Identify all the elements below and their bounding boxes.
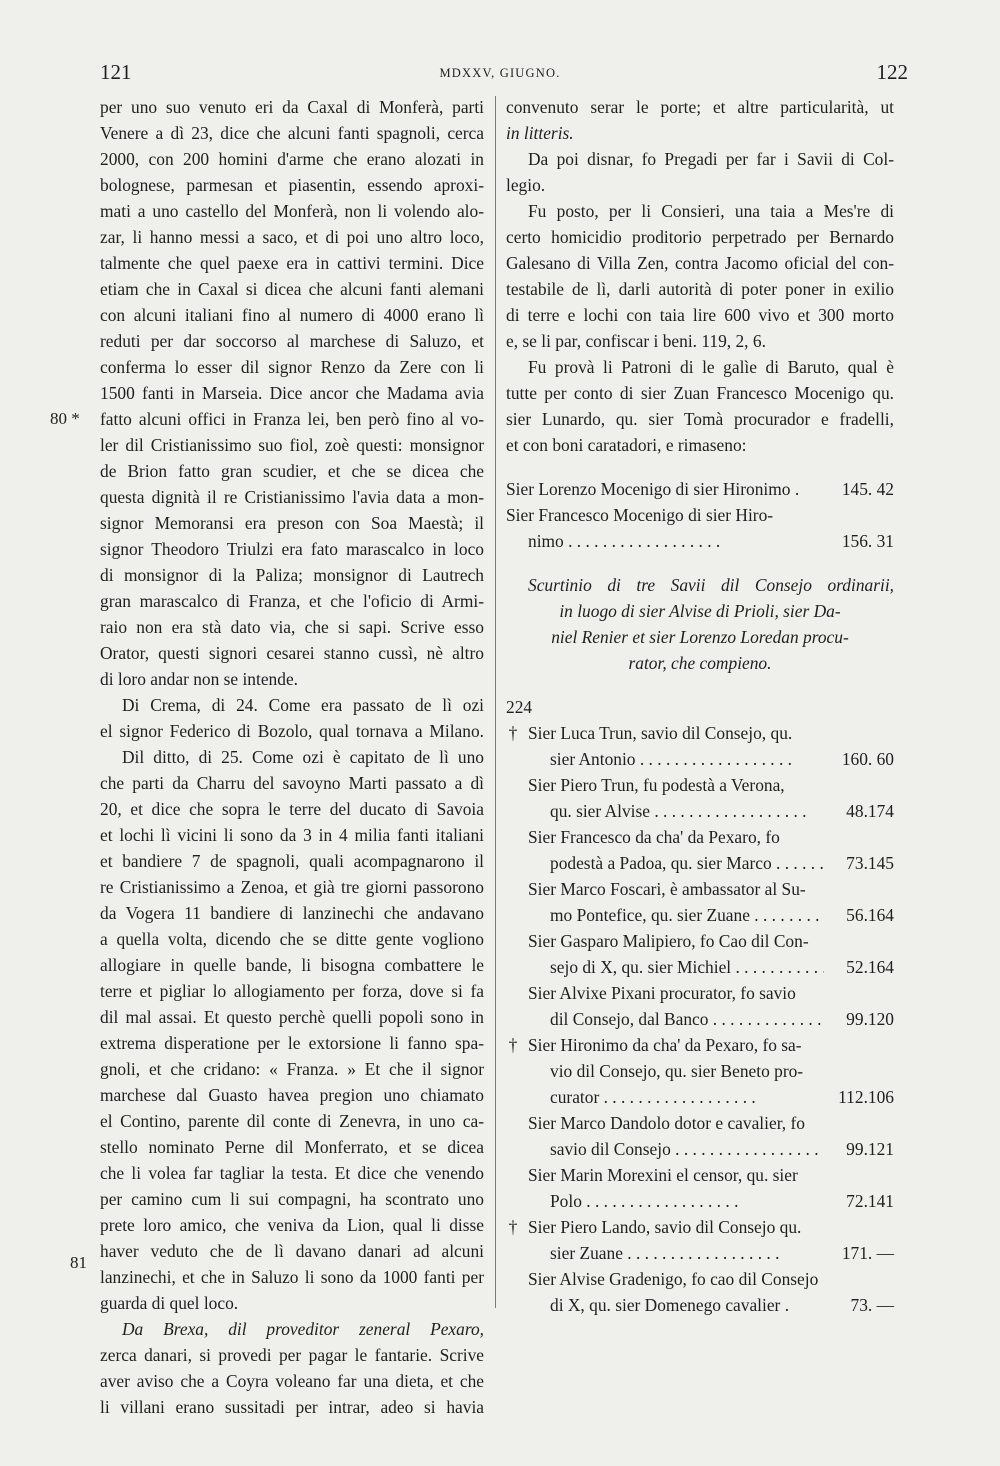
candidate-vote-row	[506, 798, 894, 824]
text-line: certo homicidio proditorio perpetrado per Bernardo	[506, 227, 894, 247]
candidate-name: Sier Marco Dandolo dotor e cavalier, fo	[528, 1113, 805, 1133]
candidate-vote-row	[506, 954, 894, 980]
margin-note-81: 81	[70, 1253, 87, 1272]
candidate-vote-row	[506, 902, 894, 928]
candidate-name-cont: sier Antonio . . .	[550, 746, 824, 772]
text-line: in litteris.	[506, 123, 574, 143]
text-line: lanzinechi, et che in Saluzo li sono da 1000 fanti per	[100, 1267, 484, 1287]
candidate-line	[506, 980, 894, 1006]
candidate-name: Sier Gasparo Malipiero, fo Cao dil Con-	[528, 931, 809, 951]
text-line: Dil ditto, di 25. Come ozi è capitato de lì uno	[122, 747, 484, 767]
elected-cross-icon: †	[508, 723, 518, 743]
text-line: di monsignor di la Paliza; monsignor di Lautrech	[100, 565, 484, 585]
text-line: el Contino, parente dil conte di Zenevra, in uno ca-	[100, 1111, 484, 1131]
text-line: con alcuni italiani fino al numero di 4000 erano lì	[100, 305, 484, 325]
candidate-vote-row	[506, 1292, 894, 1318]
page-header	[100, 60, 908, 90]
text-line: Galesano di Villa Zen, contra Jacomo oficial del con-	[506, 253, 894, 273]
patrono-votes: 145. 42	[841, 479, 894, 499]
text-line: de Brion fatto gran scudier, et che se dicea che	[100, 461, 484, 481]
text-line: fatto alcuni offici in Franza lei, ben però fino al vo-	[100, 409, 484, 429]
candidate-line	[506, 824, 894, 850]
text-line: a quella volta, dicendo che se ditte gente vogliono	[100, 929, 484, 949]
candidate-vote-row	[506, 1136, 894, 1162]
left-column	[100, 94, 484, 1420]
text-line: reduti per dar soccorso al marchese di Saluzo, et	[100, 331, 484, 351]
text-line: zar, li hanno messi a saco, et di poi uno altro loco,	[100, 227, 484, 247]
elected-cross-icon: †	[508, 1035, 518, 1055]
text-line: li villani erano sussitadi per intrar, adeo si havia	[100, 1397, 484, 1417]
text-line: 1500 fanti in Marseia. Dice ancor che Madama avia	[100, 383, 484, 403]
text-line: bolognese, parmesan et piasentin, essendo aproxi-	[100, 175, 484, 195]
text-line: da Vogera 11 bandiere di lanzinechi che andavano	[100, 903, 484, 923]
candidate-name: Sier Piero Lando, savio dil Consejo qu.	[528, 1217, 802, 1237]
text-line: talmente che quel paexe era in cattivi termini. Dice	[100, 253, 484, 273]
scrutinio-heading: niel Renier et sier Lorenzo Loredan procu-	[551, 627, 849, 647]
text-line: Venere a dì 23, dice che alcuni fanti spagnoli, cerca	[100, 123, 484, 143]
candidate-votes: 72.141	[846, 1191, 894, 1211]
candidate-name: Sier Luca Trun, savio dil Consejo, qu.	[528, 723, 793, 743]
text-line: ler dil Cristianissimo suo fiol, zoè questi: monsignor	[100, 435, 484, 455]
text-line: et con boni caratadori, e rimaseno:	[506, 435, 747, 455]
text-line: e, se li par, confiscar i beni. 119, 2, 6.	[506, 331, 766, 351]
candidate-name: Sier Hironimo da cha' da Pexaro, fo sa-	[528, 1035, 802, 1055]
candidate-name: Sier Marin Morexini el censor, qu. sier	[528, 1165, 798, 1185]
text-line: gnoli, et che cridano: « Franza. » Et che il signor	[100, 1059, 484, 1079]
text-line: mati a uno castello del Monferà, non li volendo alo-	[100, 201, 484, 221]
patrono-name: Sier Lorenzo Mocenigo di sier Hironimo .	[506, 479, 800, 499]
candidate-votes: 73. —	[850, 1295, 894, 1315]
candidate-name-cont: podestà a Padoa, qu. sier Marco . . .	[550, 850, 824, 876]
candidate-line	[506, 720, 894, 746]
candidate-vote-row	[506, 1188, 894, 1214]
candidate-name-cont: qu. sier Alvise . . .	[550, 798, 824, 824]
text-line: etiam che in Caxal si dicea che alcuni fanti alemani	[100, 279, 484, 299]
candidate-line	[506, 772, 894, 798]
running-head: MDXXV, GIUGNO.	[439, 66, 561, 80]
text-line: per camino cum li sui compagni, ha scontrato uno	[100, 1189, 484, 1209]
text-line: haver veduto che de lì davano danari ad alcuni	[100, 1241, 484, 1261]
text-line: Di Crema, di 24. Come era passato de lì ozi	[122, 695, 484, 715]
patrono-name: Sier Francesco Mocenigo di sier Hiro-	[506, 505, 774, 525]
text-line: re Cristianissimo a Zenoa, et già tre giorni passorono	[100, 877, 484, 897]
text-line: Fu provà li Patroni di le galìe di Baruto, qual è	[528, 357, 894, 377]
right-column	[506, 94, 894, 1318]
text-line: stello nominato Perne dil Monferrato, et se dicea	[100, 1137, 484, 1157]
text-line: et bandiere 7 de spagnoli, quali acompagnarono il	[100, 851, 484, 871]
text-line: Da poi disnar, fo Pregadi per far i Savii di Col-	[528, 149, 894, 169]
candidate-line	[506, 1110, 894, 1136]
text-line: 20, et dice che sopra le terre del ducato di Savoia	[100, 799, 484, 819]
candidate-vote-row	[506, 1240, 894, 1266]
candidate-name-cont: sejo di X, qu. sier Michiel . . .	[550, 954, 824, 980]
scrutinio-heading: in luogo di sier Alvise di Prioli, sier Da-	[559, 601, 841, 621]
text-line: el signor Federico di Bozolo, qual tornava a Milano.	[100, 721, 484, 741]
folio-number: 224	[506, 697, 533, 717]
candidate-votes: 99.120	[846, 1009, 894, 1029]
text-line: per uno suo venuto eri da Caxal di Monferà, parti	[100, 97, 484, 117]
candidate-name-cont: Polo . . .	[550, 1188, 824, 1214]
candidate-vote-row	[506, 850, 894, 876]
candidate-line	[506, 1032, 894, 1058]
patrono-row	[506, 476, 894, 502]
candidate-name-cont: vio dil Consejo, qu. sier Beneto pro-	[550, 1061, 804, 1081]
candidate-name-cont: dil Consejo, dal Banco . . .	[550, 1006, 824, 1032]
column-divider	[495, 96, 496, 1308]
candidate-votes: 160. 60	[841, 749, 894, 769]
candidate-name-cont: curator . . .	[550, 1084, 824, 1110]
text-line: signor Theodoro Triulzi era fato marascalco in loco	[100, 539, 484, 559]
text-line: extrema disperatione per le extorsione li fanno spa-	[100, 1033, 484, 1053]
candidate-votes: 171. —	[841, 1243, 894, 1263]
text-line: questa dignità il re Cristianissimo l'avia data a mon-	[100, 487, 484, 507]
patrono-votes: 156. 31	[841, 531, 894, 551]
candidate-name-cont: di X, qu. sier Domenego cavalier .	[550, 1295, 790, 1315]
candidate-votes: 56.164	[846, 905, 894, 925]
candidate-name-cont: savio dil Consejo . . .	[550, 1136, 824, 1162]
text-line: signor Memoransi era preson con Soa Maestà; il	[100, 513, 484, 533]
patrono-row	[506, 528, 894, 554]
candidate-line	[506, 1214, 894, 1240]
text-line: raio non era stà dato via, che si sapi. Scrive esso	[100, 617, 484, 637]
candidate-name: Sier Piero Trun, fu podestà a Verona,	[528, 775, 785, 795]
candidate-name: Sier Alvise Gradenigo, fo cao dil Consejo	[528, 1269, 819, 1289]
candidate-votes: 112.106	[838, 1087, 894, 1107]
candidate-votes: 73.145	[846, 853, 894, 873]
text-line: et lochi lì vicini li sono da 3 in 4 milia fanti italiani	[100, 825, 484, 845]
candidate-line	[506, 928, 894, 954]
text-line: dil mal assai. Et questo perchè quelli popoli sono in	[100, 1007, 484, 1027]
candidate-vote-row	[506, 1084, 894, 1110]
candidate-name-cont: mo Pontefice, qu. sier Zuane . . .	[550, 902, 824, 928]
text-line: marchese dal Guasto havea pregion uno chiamato	[100, 1085, 484, 1105]
candidate-name: Sier Alvixe Pixani procurator, fo savio	[528, 983, 796, 1003]
text-line: conferma lo esser dil signor Renzo da Zere con li	[100, 357, 484, 377]
text-line: Orator, questi signori cesarei stanno cussì, nè altro	[100, 643, 484, 663]
text-line: tutte per conto di sier Zuan Francesco Mocenigo qu.	[506, 383, 894, 403]
text-line: terre et pigliar lo allogiamento per forza, dove si fa	[100, 981, 484, 1001]
candidate-votes: 48.174	[846, 801, 894, 821]
text-line: che parti da Charru del savoyno Marti passato a dì	[100, 773, 484, 793]
text-line: di loro andar non se intende.	[100, 669, 299, 689]
candidate-name: Sier Francesco da cha' da Pexaro, fo	[528, 827, 780, 847]
text-line: Fu posto, per li Consieri, una taia a Mes're di	[528, 201, 894, 221]
text-line: prete loro amico, che veniva da Lion, qual li disse	[100, 1215, 484, 1235]
candidate-line	[506, 876, 894, 902]
text-line: che li volea far tagliar la testa. Et dice che venendo	[100, 1163, 484, 1183]
candidate-line	[506, 1266, 894, 1292]
page-number-left: 121	[100, 60, 132, 84]
candidate-votes: 52.164	[846, 957, 894, 977]
scrutinio-heading: rator, che compieno.	[628, 653, 772, 673]
patrono-name-cont: nimo . . .	[528, 528, 824, 554]
text-line: testabile de lì, darli autorità di poter poner in exilio	[506, 279, 894, 299]
text-line: sier Lunardo, qu. sier Tomà procurador e fradelli,	[506, 409, 894, 429]
text-line: 2000, con 200 homini d'arme che erano alozati in	[100, 149, 484, 169]
text-line: legio.	[506, 175, 546, 195]
candidate-vote-row	[506, 746, 894, 772]
text-line: allogiare in quelle bande, li bisogna combattere le	[100, 955, 484, 975]
scrutinio-heading: Scurtinio di tre Savii dil Consejo ordinarii,	[528, 575, 894, 595]
margin-note-80: 80 *	[50, 409, 80, 428]
text-line: zerca danari, si provedi per pagar le fantarie. Scrive	[100, 1345, 484, 1365]
candidate-line	[506, 1162, 894, 1188]
candidate-votes: 99.121	[846, 1139, 894, 1159]
elected-cross-icon: †	[508, 1217, 518, 1237]
text-line: convenuto serar le porte; et altre particularità, ut	[506, 97, 894, 117]
text-line: di terre e lochi con taia lire 600 vivo et 300 morto	[506, 305, 894, 325]
text-line: gran marascalco di Franza, et che l'oficio di Armi-	[100, 591, 484, 611]
page-number-right: 122	[876, 60, 908, 84]
candidate-name: Sier Marco Foscari, è ambassator al Su-	[528, 879, 806, 899]
candidate-name-cont: sier Zuane . . .	[550, 1240, 824, 1266]
text-line: Da Brexa, dil proveditor zeneral Pexaro,	[122, 1319, 484, 1339]
candidate-vote-row	[506, 1006, 894, 1032]
text-line: guarda di quel loco.	[100, 1293, 239, 1313]
text-line: aver aviso che a Coyra voleano far una dieta, et che	[100, 1371, 484, 1391]
